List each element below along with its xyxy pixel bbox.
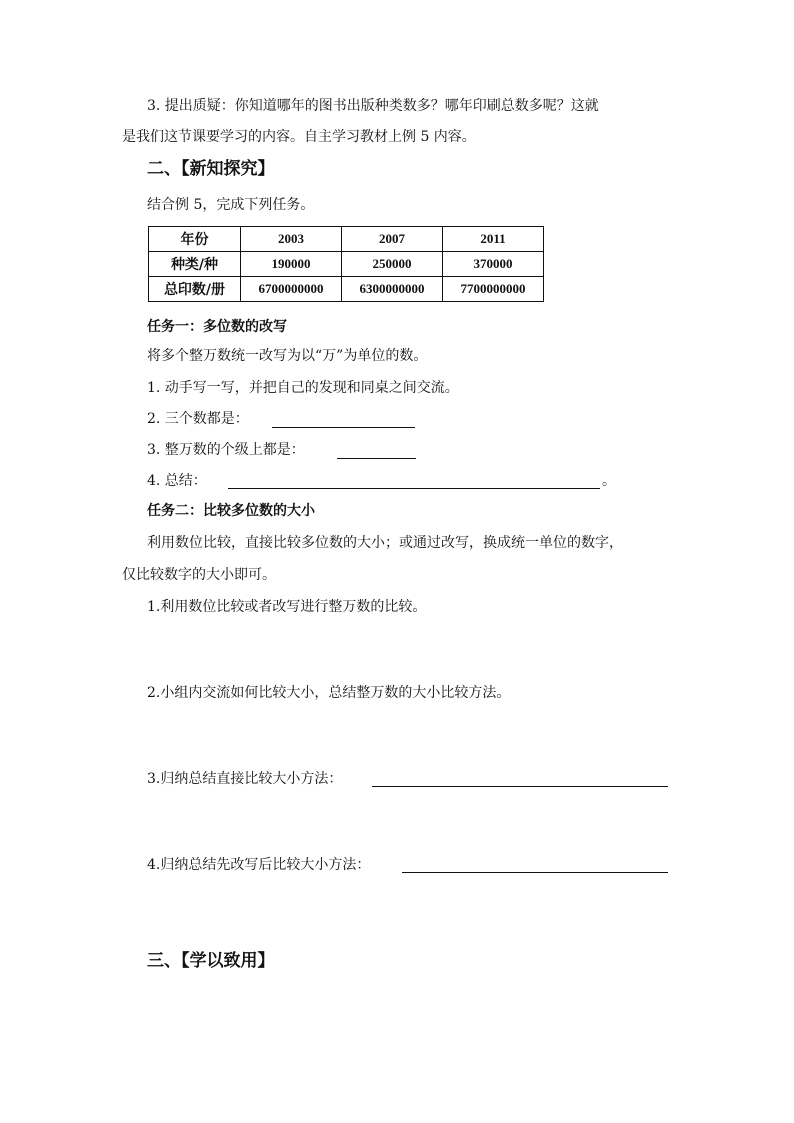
table-cell: 种类/种 [149, 252, 241, 277]
table-cell: 年份 [149, 227, 241, 252]
table-cell: 6700000000 [241, 277, 342, 302]
task-2-item-3: 3.归纳总结直接比较大小方法： [147, 771, 343, 787]
section-2-lead: 结合例 5，完成下列任务。 [147, 197, 315, 213]
table-cell: 2003 [241, 227, 342, 252]
task-1-item-3: 3. 整万数的个级上都是： [147, 442, 305, 458]
table-cell: 250000 [342, 252, 443, 277]
intro-line-1: 3. 提出质疑：你知道哪年的图书出版种类数多？哪年印刷总数多呢？这就 [147, 98, 599, 114]
task-1-item-1: 1. 动手写一写，并把自己的发现和同桌之间交流。 [147, 380, 459, 396]
task-2-item-1: 1.利用数位比较或者改写进行整万数的比较。 [147, 599, 427, 615]
table-cell: 370000 [443, 252, 544, 277]
table-cell: 190000 [241, 252, 342, 277]
data-table [148, 226, 544, 302]
answer-blank[interactable] [402, 872, 668, 873]
answer-blank[interactable] [272, 427, 415, 428]
table-cell: 6300000000 [342, 277, 443, 302]
answer-blank[interactable] [337, 458, 416, 459]
intro-line-2: 是我们这节课要学习的内容。自主学习教材上例 5 内容。 [122, 129, 476, 145]
answer-blank[interactable] [372, 786, 668, 787]
answer-blank[interactable] [228, 488, 600, 489]
table-row [149, 227, 544, 252]
table-cell: 总印数/册 [149, 277, 241, 302]
table-row [149, 277, 544, 302]
task-1-item-4: 4. 总结： [147, 473, 207, 489]
task-1-end-mark: 。 [602, 473, 616, 489]
task-2-item-2: 2.小组内交流如何比较大小，总结整万数的大小比较方法。 [147, 685, 511, 701]
table-cell: 7700000000 [443, 277, 544, 302]
task-2-title: 任务二：比较多位数的大小 [147, 503, 315, 519]
section-3-heading: 三、【学以致用】 [147, 951, 275, 971]
task-2-desc-line-2: 仅比较数字的大小即可。 [122, 567, 276, 583]
section-2-heading: 二、【新知探究】 [147, 159, 275, 179]
table-cell: 2011 [443, 227, 544, 252]
task-1-title: 任务一：多位数的改写 [147, 319, 287, 335]
task-2-desc-line-1: 利用数位比较，直接比较多位数的大小；或通过改写，换成统一单位的数字， [147, 535, 623, 551]
task-1-item-2: 2. 三个数都是： [147, 411, 249, 427]
table-row [149, 252, 544, 277]
task-1-desc: 将多个整万数统一改写为以“万”为单位的数。 [147, 348, 428, 364]
task-2-item-4: 4.归纳总结先改写后比较大小方法： [147, 857, 371, 873]
table-cell: 2007 [342, 227, 443, 252]
